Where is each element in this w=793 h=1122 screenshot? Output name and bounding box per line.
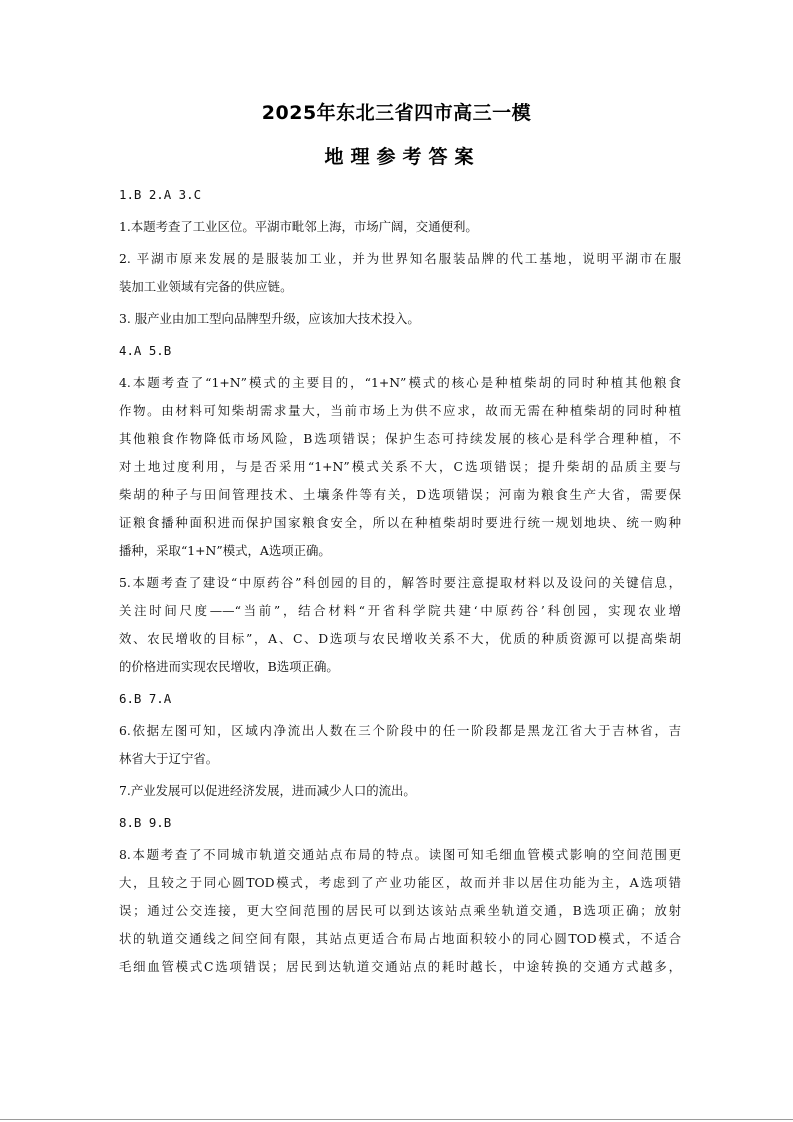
explanation-q1-line: 1.本题考查了工业区位。平湖市毗邻上海，市场广阔，交通便利。: [119, 219, 478, 234]
explanation-q5-line: 关注时间尺度——“当前”，结合材料“开省科学院共建‘中原药谷’科创园，实现农业增: [119, 603, 681, 618]
explanation-q4-line: 证粮食播种面积进而保护国家粮食安全，所以在种植柴胡时要进行统一规划地块、统一购种: [119, 515, 681, 530]
explanation-q5-line: 5.本题考查了建设“中原药谷”科创园的目的，解答时要注意提取材料以及设问的关键信息，: [119, 575, 681, 590]
explanation-q8-line: 误；通过公交连接，更大空间范围的居民可以到达该站点乘坐轨道交通，B选项正确；放射: [119, 903, 681, 918]
explanation-q3-line: 3. 服产业由加工型向品牌型升级，应该加大技术投入。: [119, 311, 420, 326]
answer-content: [119, 181, 681, 981]
explanation-q7-line: 7.产业发展可以促进经济发展，进而减少人口的流出。: [119, 783, 416, 798]
explanation-q2-line: 装加工业领域有完备的供应链。: [119, 279, 293, 294]
explanation-q5-line: 的价格进而实现农民增收，B选项正确。: [119, 659, 339, 674]
explanation-q8-line: 8.本题考查了不同城市轨道交通站点布局的特点。读图可知毛细血管模式影响的空间范围更: [119, 847, 681, 862]
explanation-q2-line: 2. 平湖市原来发展的是服装加工业，并为世界知名服装品牌的代工基地，说明平湖市在服: [119, 251, 681, 266]
answer-key-8-9: 8.B 9.B: [119, 815, 172, 830]
explanation-q4-line: 其他粮食作物降低市场风险，B选项错误；保护生态可持续发展的核心是科学合理种植，不: [119, 431, 681, 446]
explanation-q8-line: 大，且较之于同心圆TOD模式，考虑到了产业功能区，故而并非以居住功能为主，A选项错: [119, 875, 681, 890]
answer-key-6-7: 6.B 7.A: [119, 691, 172, 706]
explanation-q5-line: 效、农民增收的目标”，A、C、D选项与农民增收关系不大，优质的种质资源可以提高柴胡: [119, 631, 681, 646]
page-subtitle: 地理参考答案: [324, 146, 481, 168]
page-bottom-rule: [0, 1119, 793, 1120]
explanation-q4-line: 作物。由材料可知柴胡需求量大，当前市场上为供不应求，故而无需在种植柴胡的同时种植: [119, 403, 681, 418]
answer-key-4-5: 4.A 5.B: [119, 343, 172, 358]
explanation-q8-line: 毛细血管模式C选项错误；居民到达轨道交通站点的耗时越长，中途转换的交通方式越多，: [119, 959, 681, 974]
explanation-q4-line: 播种，采取“1+N”模式，A选项正确。: [119, 543, 331, 558]
explanation-q6-line: 林省大于辽宁省。: [119, 751, 219, 766]
explanation-q4-line: 对土地过度利用，与是否采用“1+N”模式关系不大，C选项错误；提升柴胡的品质主要与: [119, 459, 681, 474]
explanation-q4-line: 柴胡的种子与田间管理技术、土壤条件等有关，D选项错误；河南为粮食生产大省，需要保: [119, 487, 681, 502]
explanation-q6-line: 6.依据左图可知，区域内净流出人数在三个阶段中的任一阶段都是黑龙江省大于吉林省，吉: [119, 723, 681, 738]
explanation-q8-line: 状的轨道交通线之间空间有限，其站点更适合布局占地面积较小的同心圆TOD模式，不适合: [119, 931, 681, 946]
explanation-q4-line: 4.本题考查了“1+N”模式的主要目的，“1+N”模式的核心是种植柴胡的同时种植其他粮食: [119, 375, 681, 390]
page-title: 2025年东北三省四市高三一模: [261, 102, 532, 124]
answer-key-1-3: 1.B 2.A 3.C: [119, 187, 202, 202]
